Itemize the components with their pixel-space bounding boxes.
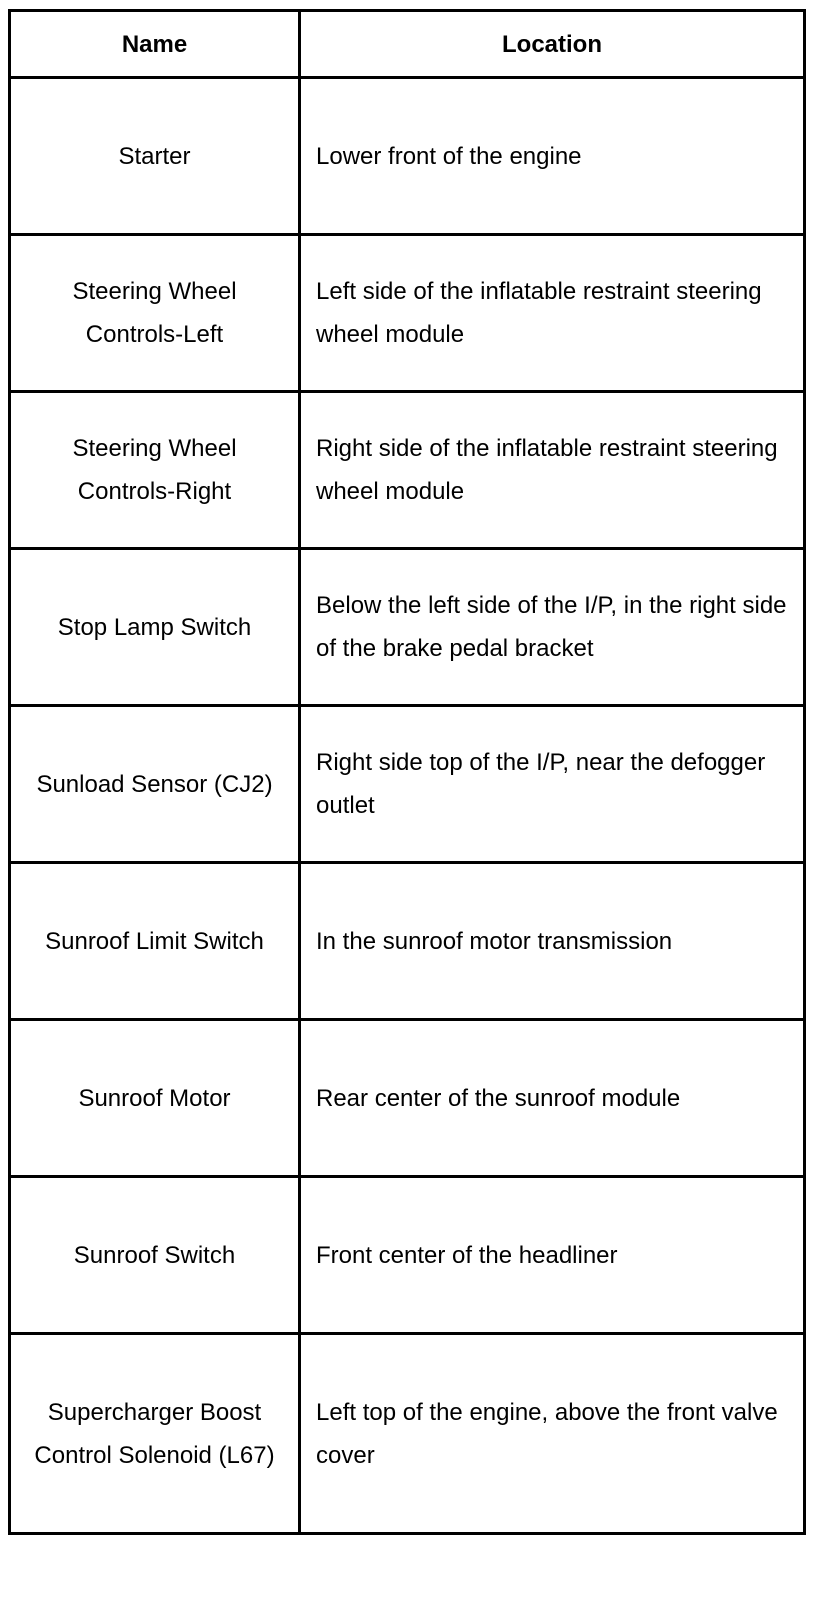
component-name-cell: Sunload Sensor (CJ2) <box>10 706 300 863</box>
component-location-cell: Right side of the inflatable restraint steering wheel module <box>300 392 805 549</box>
component-name-cell: Stop Lamp Switch <box>10 549 300 706</box>
component-name-cell: Starter <box>10 78 300 235</box>
component-name-cell: Steering Wheel Controls-Left <box>10 235 300 392</box>
table-row <box>10 1020 805 1177</box>
component-name-cell: Sunroof Switch <box>10 1177 300 1334</box>
table-row <box>10 1177 805 1334</box>
component-location-cell: Rear center of the sunroof module <box>300 1020 805 1177</box>
component-name-cell: Sunroof Limit Switch <box>10 863 300 1020</box>
table-row <box>10 706 805 863</box>
table-row <box>10 392 805 549</box>
component-location-cell: Left top of the engine, above the front valve cover <box>300 1334 805 1534</box>
header-row <box>10 11 805 78</box>
name-column-header: Name <box>10 11 300 78</box>
component-name-cell: Steering Wheel Controls-Right <box>10 392 300 549</box>
component-location-cell: Right side top of the I/P, near the defogger outlet <box>300 706 805 863</box>
component-location-cell: Lower front of the engine <box>300 78 805 235</box>
table-row <box>10 1334 805 1534</box>
component-name-cell: Supercharger Boost Control Solenoid (L67) <box>10 1334 300 1534</box>
component-location-table <box>8 9 806 1535</box>
component-name-cell: Sunroof Motor <box>10 1020 300 1177</box>
component-location-cell: Left side of the inflatable restraint steering wheel module <box>300 235 805 392</box>
table-row <box>10 235 805 392</box>
component-location-cell: Front center of the headliner <box>300 1177 805 1334</box>
component-location-cell: In the sunroof motor transmission <box>300 863 805 1020</box>
component-location-cell: Below the left side of the I/P, in the right side of the brake pedal bracket <box>300 549 805 706</box>
location-column-header: Location <box>300 11 805 78</box>
table-row <box>10 549 805 706</box>
table-row <box>10 863 805 1020</box>
table-row <box>10 78 805 235</box>
